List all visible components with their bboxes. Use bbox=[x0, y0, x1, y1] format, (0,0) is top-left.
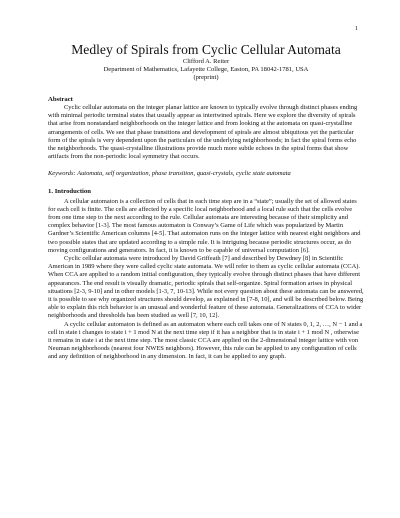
section-heading-introduction: 1. Introduction bbox=[48, 187, 91, 195]
intro-paragraph-2: Cyclic cellular automata were introduced by David Griffeath [7] and described by Dewdney [8] in Scientific American in 1989 where they were called cyclic state automata. We will refer to them as cyclic cellular automata (CCA). When CCA are applied to a random initial configuration, they typically evolve through distinct phases that have different appearances. The end result is visually dramatic, periodic spirals that self-organize. Spiral formation arises in physical situations [2-3, 9-10] and in other models [1-3, 7, 10-13]. While not every question about these automata can be answered, it is possible to see why organized structures should develop, as explained in [7-8, 10], and will be described below. Being able to explain this rich behavior is an unusual and wonderful feature of these automata. Generalizations of CCA to wider neighborhoods and thresholds has been studied as well [7, 10, 12]. bbox=[48, 255, 364, 320]
page-number: 1 bbox=[354, 25, 358, 32]
intro-paragraph-1: A cellular automaton is a collection of cells that in each time step are in a “state”; usually the set of allowed states for each cell is finite. The cells are affected by a specific local neighborhood and a local rule such that the cells evolve from one time step to the next according to the rule. Cellular automata are interesting because of their simplicity and complex behavior [1-3]. The most famous automaton is Conway’s Game of Life which was popularized by Martin Gardner’s Scientific American columns [4-5]. That automaton runs on the integer lattice with nearest eight neighbors and two possible states that are updated according to a simple rule. It is intriguing because periodic structures occur, as do moving configurations and generators. In fact, it is known to be capable of universal computation [6]. bbox=[48, 197, 361, 254]
intro-paragraph-3: A cyclic cellular automaton is defined as an automaton where each cell takes one of N states 0, 1, 2, …, N − 1 and a cell in state i changes to state i + 1 mod N at the next time step if it has a neighbor that is in state i + 1 mod N , otherwise it remains in state i at the next time step. The most classic CCA are applied on the 2-dimensional integer lattice with von Neuman neighborhoods (nearest four NWES neighbors). However, this rule can be applied to any configuration of cells and any definition of neighborhood in any dimension. In fact, it can be applied to any graph. bbox=[48, 320, 363, 361]
keywords: Keywords: Automata, self organization, phase transition, quasi-crystals, cyclic state automata bbox=[48, 170, 291, 178]
paper-body bbox=[48, 42, 364, 362]
abstract-text: Cyclic cellular automata on the integer planar lattice are known to typically evolve through distinct phases ending with minimal periodic terminal states that usually appear as intertwined spirals. Here we explore the diversity of spirals that arise from nonstandard neighborhoods on the integer lattice and from looking at the automata on quasi-crystalline arrangements of cells. We see that phase transitions and development of spirals are almost ubiquitous yet the particular form of the spirals is very dependent upon the particulars of the underlying neighborhoods; in fact the spiral forms echo the neighborhoods. The quasi-crystalline illustrations provide much more subtle echoes in the spiral forms that show artifacts from the non-periodic local symmetry that occurs. bbox=[48, 104, 358, 161]
author-name: Clifford A. Reiter bbox=[182, 58, 230, 65]
abstract-heading: Abstract bbox=[48, 96, 73, 103]
paper-title: Medley of Spirals from Cyclic Cellular Automata bbox=[71, 42, 341, 57]
preprint-status: (preprint) bbox=[193, 74, 219, 81]
author-affiliation: Department of Mathematics, Lafayette College, Easton, PA 18042-1781, USA bbox=[103, 66, 309, 73]
